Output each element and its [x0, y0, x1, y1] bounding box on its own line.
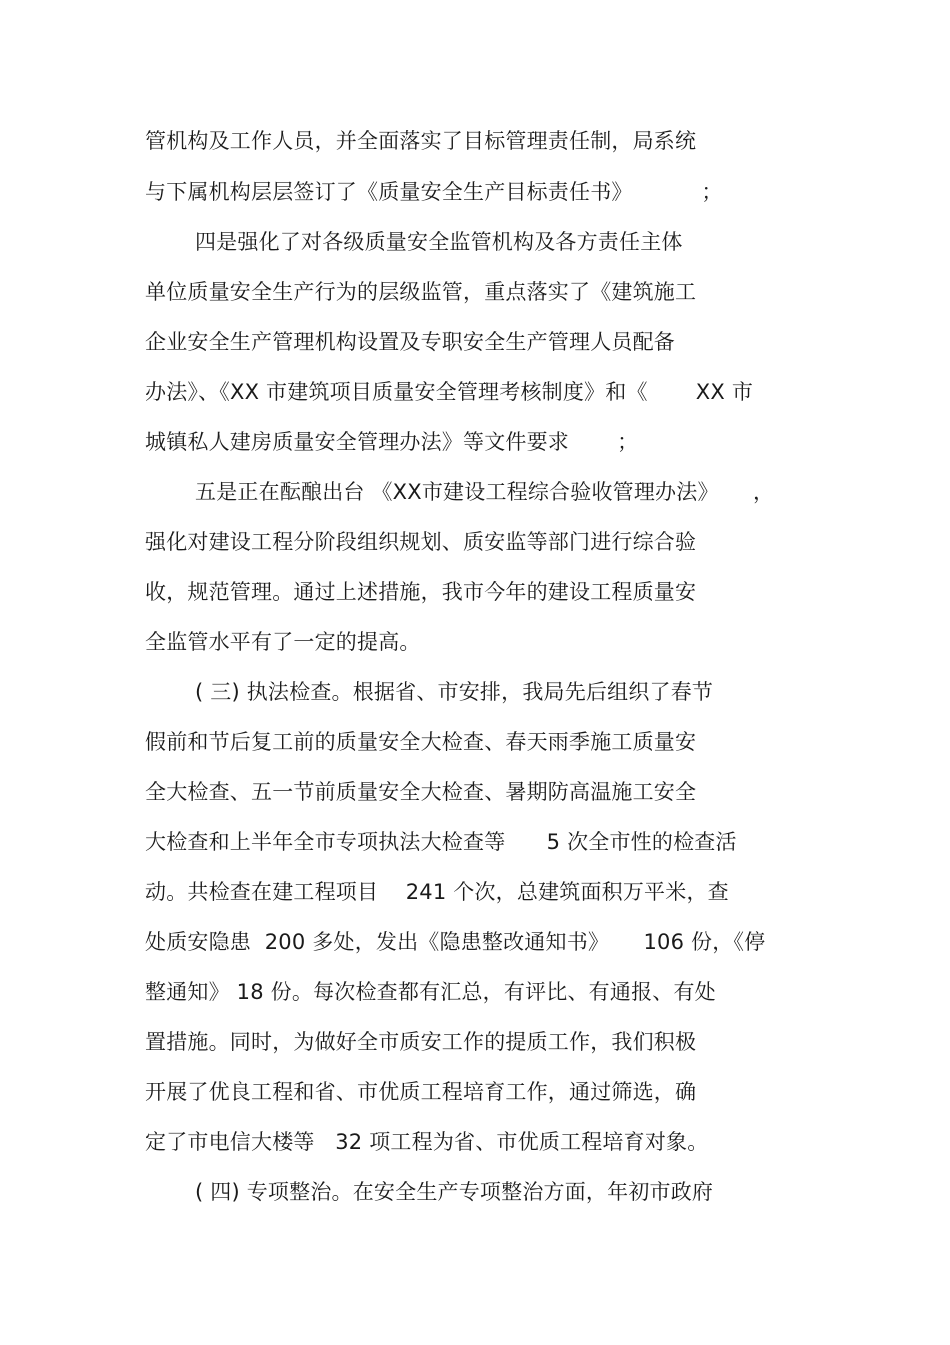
text-line: 五是正在酝酿出台 《XX市建设工程综合验收管理办法》 ， [195, 480, 775, 504]
text-line: 与下属机构层层签订了《质量安全生产目标责任书》 ； [145, 180, 723, 204]
text-line: 开展了优良工程和省、市优质工程培育工作，通过筛选，确 [145, 1080, 697, 1104]
text-line: ( 三) 执法检查。根据省、市安排，我局先后组织了春节 [195, 680, 714, 704]
text-line: ( 四) 专项整治。在安全生产专项整治方面，年初市政府 [195, 1180, 714, 1204]
text-line: 假前和节后复工前的质量安全大检查、春天雨季施工质量安 [145, 730, 697, 754]
text-line: 全大检查、五一节前质量安全大检查、暑期防高温施工安全 [145, 780, 697, 804]
text-line: 企业安全生产管理机构设置及专职安全生产管理人员配备 [145, 330, 675, 354]
text-line: 整通知》 18 份。每次检查都有汇总，有评比、有通报、有处 [145, 980, 716, 1004]
text-line: 收，规范管理。通过上述措施，我市今年的建设工程质量安 [145, 580, 697, 604]
text-line: 全监管水平有了一定的提高。 [145, 630, 421, 654]
text-line: 强化对建设工程分阶段组织规划、质安监等部门进行综合验 [145, 530, 697, 554]
text-line: 管机构及工作人员，并全面落实了目标管理责任制，局系统 [145, 129, 697, 153]
text-line: 定了市电信大楼等 32 项工程为省、市优质工程培育对象。 [145, 1130, 709, 1154]
text-line: 置措施。同时，为做好全市质安工作的提质工作，我们积极 [145, 1030, 697, 1054]
text-line: 处质安隐患 200 多处，发出《隐患整改通知书》 106 份，《停 [145, 930, 766, 954]
text-line: 单位质量安全生产行为的层级监管，重点落实了《建筑施工 [145, 280, 697, 304]
text-line: 大检查和上半年全市专项执法大检查等 5 次全市性的检查活 [145, 830, 737, 854]
text-line: 办法》、《XX 市建筑项目质量安全管理考核制度》和《 XX 市 [145, 380, 754, 404]
text-line: 动。共检查在建工程项目 241 个次，总建筑面积万平米，查 [145, 880, 729, 904]
text-line: 四是强化了对各级质量安全监管机构及各方责任主体 [195, 230, 683, 254]
text-line: 城镇私人建房质量安全管理办法》等文件要求 ； [145, 430, 639, 454]
